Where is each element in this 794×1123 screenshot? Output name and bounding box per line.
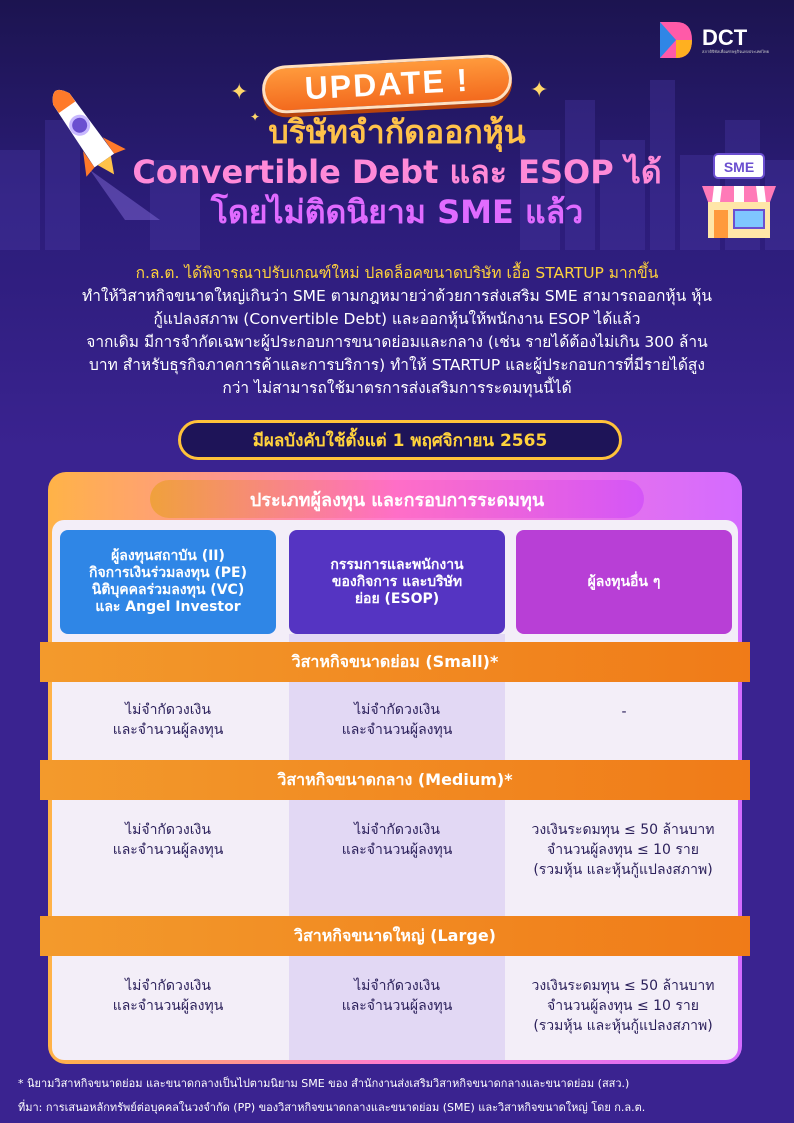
headline-line-3: โดยไม่ติดนิยาม SME แล้ว xyxy=(210,193,584,231)
cell-line: ไม่จำกัดวงเงิน xyxy=(125,978,211,994)
column-header-line: กิจการเงินร่วมลงทุน (PE) xyxy=(88,565,248,581)
dct-logo xyxy=(656,18,772,62)
sparkle-icon: ✦ xyxy=(250,110,261,124)
update-badge: UPDATE ! xyxy=(261,53,513,114)
cell-line: ไม่จำกัดวงเงิน xyxy=(125,822,211,838)
cell-line: และจำนวนผู้ลงทุน xyxy=(112,842,224,858)
cell-line: จำนวนผู้ลงทุน ≤ 10 ราย xyxy=(547,842,699,858)
intro-line: ทำให้วิสาหกิจขนาดใหญ่เกินว่า SME ตามกฎหมายว่าด้วยการส่งเสริม SME สามารถออกหุ้น หุ้น xyxy=(82,287,712,305)
logo-text: DCT xyxy=(702,24,748,50)
table-cell xyxy=(516,702,732,722)
column-header-institutional xyxy=(60,530,276,634)
footnote-definition: * นิยามวิสาหกิจขนาดย่อม และขนาดกลางเป็นไปตามนิยาม SME ของ สำนักงานส่งเสริมวิสาหกิจขนาดกลางและขนาดย่อม (สสว.) xyxy=(18,1077,630,1090)
cell-line: จำนวนผู้ลงทุน ≤ 10 ราย xyxy=(547,998,699,1014)
column-header-other-investors xyxy=(516,530,732,634)
effective-date-banner: มีผลบังคับใช้ตั้งแต่ 1 พฤศจิกายน 2565 xyxy=(178,420,622,460)
cell-line: ไม่จำกัดวงเงิน xyxy=(354,822,440,838)
logo-subtext: สภาดิจิทัลเพื่อเศรษฐกิจแห่งประเทศไทย xyxy=(702,48,769,54)
intro-highlight: ก.ล.ต. ได้พิจารณาปรับเกณฑ์ใหม่ ปลดล็อคขนาดบริษัท เอื้อ STARTUP มากขึ้น xyxy=(135,264,659,282)
cell-line: (รวมหุ้น และหุ้นกู้แปลงสภาพ) xyxy=(533,862,713,878)
column-header-line: ของกิจการ และบริษัท xyxy=(331,573,463,590)
headline-line-1: บริษัทจำกัดออกหุ้น xyxy=(268,113,526,151)
sme-shop-icon xyxy=(700,152,778,240)
cell-line: วงเงินระดมทุน ≤ 50 ล้านบาท xyxy=(531,822,715,838)
headline-line-2: Convertible Debt และ ESOP ได้ xyxy=(132,153,662,191)
cell-line: ไม่จำกัดวงเงิน xyxy=(354,702,440,718)
cell-line: และจำนวนผู้ลงทุน xyxy=(341,998,453,1014)
column-header-line: และ Angel Investor xyxy=(95,599,241,615)
column-header-line: นิติบุคคลร่วมลงทุน (VC) xyxy=(91,582,245,598)
table-cell xyxy=(508,820,738,880)
column-header-line: กรรมการและพนักงาน xyxy=(330,556,464,573)
table-cell xyxy=(60,700,276,740)
table-cell xyxy=(60,976,276,1016)
band-large: วิสาหกิจขนาดใหญ่ (Large) xyxy=(40,916,750,956)
headline xyxy=(100,112,694,232)
cell-line: วงเงินระดมทุน ≤ 50 ล้านบาท xyxy=(531,978,715,994)
sparkle-icon: ✦ xyxy=(530,78,549,103)
band-medium: วิสาหกิจขนาดกลาง (Medium)* xyxy=(40,760,750,800)
column-header-line: ผู้ลงทุนอื่น ๆ xyxy=(587,573,661,590)
cell-line: และจำนวนผู้ลงทุน xyxy=(112,722,224,738)
dct-logo-mark-icon xyxy=(656,18,696,62)
table-cell xyxy=(508,976,738,1036)
shop-sign-text: SME xyxy=(723,159,755,175)
cell-line: และจำนวนผู้ลงทุน xyxy=(341,842,453,858)
cell-line: และจำนวนผู้ลงทุน xyxy=(341,722,453,738)
intro-line: กู้แปลงสภาพ (Convertible Debt) และออกหุ้นให้พนักงาน ESOP ได้แล้ว xyxy=(153,310,641,328)
table-cell xyxy=(289,820,505,860)
table-cell xyxy=(289,976,505,1016)
column-header-line: ย่อย (ESOP) xyxy=(354,590,440,607)
cell-line: และจำนวนผู้ลงทุน xyxy=(112,998,224,1014)
intro-line: จากเดิม มีการจำกัดเฉพาะผู้ประกอบการขนาดย่อมและกลาง (เช่น รายได้ต้องไม่เกิน 300 ล้าน xyxy=(86,333,708,351)
table-cell xyxy=(60,820,276,860)
sparkle-icon: ✦ xyxy=(230,80,249,105)
table-cell xyxy=(289,700,505,740)
cell-line: ไม่จำกัดวงเงิน xyxy=(354,978,440,994)
cell-line: - xyxy=(621,704,627,720)
footnote-source: ที่มา: การเสนอหลักทรัพย์ต่อบุคคลในวงจำกัด (PP) ของวิสาหกิจขนาดกลางและขนาดย่อม (SME) และวิสาหกิจขนาดใหญ่ โดย ก.ล.ต. xyxy=(18,1101,646,1114)
intro-text xyxy=(18,262,776,400)
column-header-esop xyxy=(289,530,505,634)
column-header-line: ผู้ลงทุนสถาบัน (II) xyxy=(111,548,225,564)
table-title: ประเภทผู้ลงทุน และกรอบการระดมทุน xyxy=(150,480,644,518)
cell-line: (รวมหุ้น และหุ้นกู้แปลงสภาพ) xyxy=(533,1018,713,1034)
cell-line: ไม่จำกัดวงเงิน xyxy=(125,702,211,718)
intro-line: บาท สำหรับธุรกิจภาคการค้าและการบริการ) ทำให้ STARTUP และผู้ประกอบการที่มีรายได้สูง xyxy=(89,356,705,374)
band-small: วิสาหกิจขนาดย่อม (Small)* xyxy=(40,642,750,682)
intro-line: กว่า ไม่สามารถใช้มาตรการส่งเสริมการระดมทุนนี้ได้ xyxy=(222,379,572,397)
